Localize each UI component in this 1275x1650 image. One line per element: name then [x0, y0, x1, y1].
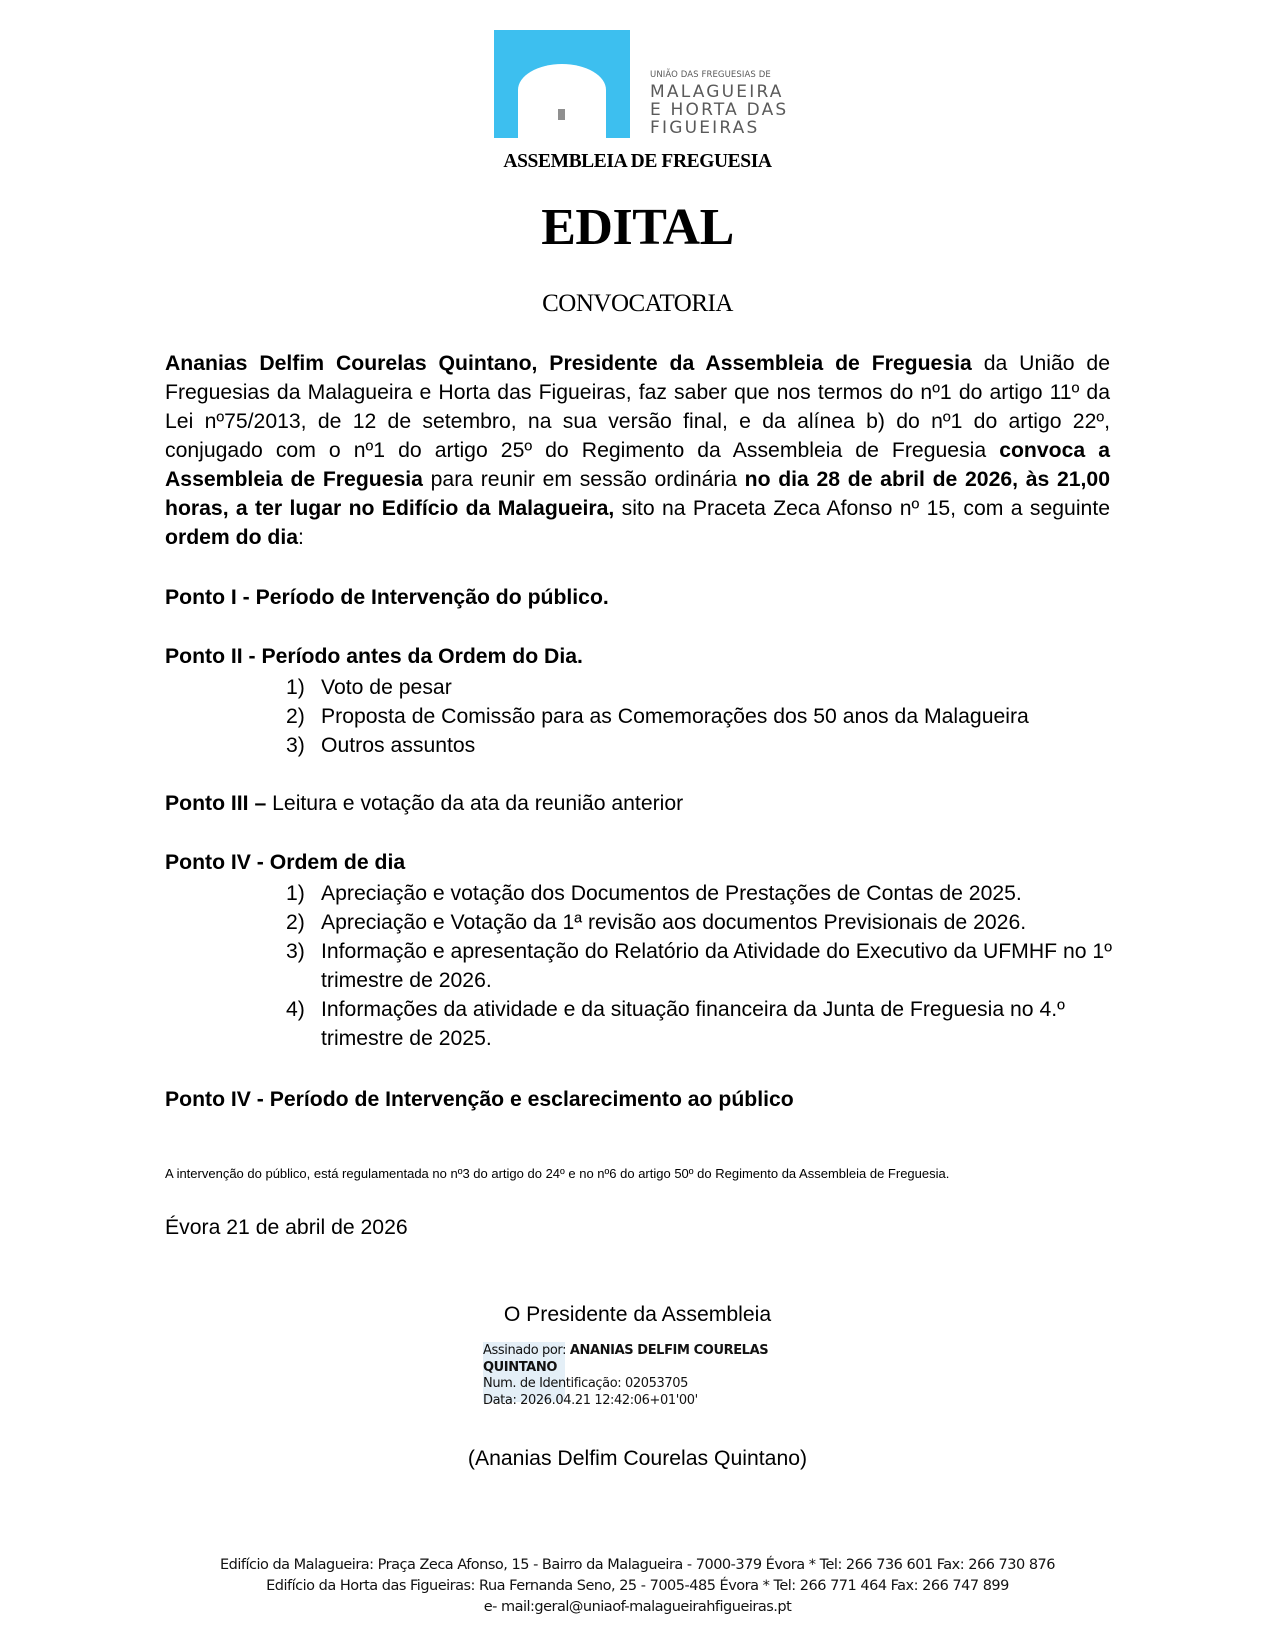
- list-item: [286, 908, 1116, 937]
- signature-signer-name-2: QUINTANO: [483, 1359, 557, 1375]
- logo-line-2: E HORTA DAS: [650, 99, 789, 120]
- organization-heading: ASSEMBLEIA DE FREGUESIA: [503, 151, 772, 172]
- place-date: Évora 21 de abril de 2026: [165, 1216, 408, 1239]
- agenda-ponto-1: Ponto I - Período de Intervenção do público.: [165, 586, 609, 609]
- intro-text-3: sito na Praceta Zeca Afonso nº 15, com a seguinte: [614, 497, 1110, 520]
- list-item-text: Informação e apresentação do Relatório da Atividade do Executivo da UFMHF no 1º trimestre de 2026.: [321, 940, 1112, 992]
- list-item: [286, 673, 1116, 702]
- logo-line-small: UNIÃO DAS FREGUESIAS DE: [650, 70, 771, 80]
- intro-bold-convoca: convoca a Assembleia de Freguesia: [165, 439, 1110, 491]
- logo-window-shape: [558, 109, 565, 120]
- list-item-number: 3): [286, 940, 305, 963]
- intro-bold-president: Ananias Delfim Courelas Quintano, Presidente da Assembleia de Freguesia: [165, 352, 972, 375]
- list-item-text: Informações da atividade e da situação financeira da Junta de Freguesia no 4.º trimestre de 2025.: [321, 998, 1065, 1050]
- document-subtitle: CONVOCATORIA: [542, 290, 733, 317]
- intro-text-4: :: [298, 526, 304, 549]
- signature-date-line: Data: 2026.04.21 12:42:06+01'00': [483, 1392, 698, 1408]
- list-item: [286, 702, 1116, 731]
- signature-role: O Presidente da Assembleia: [503, 1303, 772, 1326]
- list-item-number: 1): [286, 676, 305, 699]
- list-item: [286, 879, 1116, 908]
- list-item-number: 2): [286, 705, 305, 728]
- logo-wordmark: [650, 71, 788, 137]
- intro-bold-ordem: ordem do dia: [165, 526, 299, 549]
- document-title: EDITAL: [541, 199, 734, 256]
- list-item-number: 3): [286, 734, 305, 757]
- agenda-ponto-4: Ponto IV - Ordem de dia: [165, 851, 406, 874]
- intro-paragraph: [165, 349, 1110, 552]
- list-item: [286, 731, 1116, 760]
- footer-address-malagueira: Edifício da Malagueira: Praça Zeca Afonso, 15 - Bairro da Malagueira - 7000-379 Évora * Tel: 266 736 601 Fax: 266 730 876: [219, 1557, 1056, 1573]
- list-item: [286, 937, 1116, 995]
- list-item-number: 1): [286, 882, 305, 905]
- signer-printed-name: (Ananias Delfim Courelas Quintano): [467, 1447, 808, 1470]
- footer-email: e- mail:geral@uniaof-malagueirahfigueiras.pt: [483, 1599, 792, 1615]
- list-item-text: Apreciação e votação dos Documentos de Prestações de Contas de 2025.: [321, 882, 1022, 905]
- agenda-ponto-2: Ponto II - Período antes da Ordem do Dia.: [165, 645, 583, 668]
- digital-signature-block: [483, 1343, 768, 1409]
- logo-line-1: MALAGUEIRA: [650, 81, 784, 102]
- list-item-text: Apreciação e Votação da 1ª revisão aos documentos Previsionais de 2026.: [321, 911, 1027, 934]
- agenda-ponto-3-text: Leitura e votação da ata da reunião anterior: [266, 792, 684, 815]
- intro-text-2: para reunir em sessão ordinária: [422, 468, 745, 491]
- signature-id-line: Num. de Identificação: 02053705: [483, 1376, 688, 1391]
- list-item-number: 2): [286, 911, 305, 934]
- agenda-ponto-3: [165, 792, 683, 816]
- logo-arch-shape: [518, 64, 606, 138]
- list-item: [286, 995, 1116, 1053]
- agenda-ponto-4-list: [286, 879, 1116, 1053]
- list-item-number: 4): [286, 998, 305, 1021]
- signature-signed-by-label: Assinado por:: [483, 1343, 567, 1358]
- signature-signer-name-1: ANANIAS DELFIM COURELAS: [569, 1343, 769, 1358]
- list-item-text: Voto de pesar: [321, 676, 452, 699]
- list-item-text: Proposta de Comissão para as Comemorações dos 50 anos da Malagueira: [321, 705, 1029, 728]
- agenda-ponto-5: Ponto IV - Período de Intervenção e esclarecimento ao público: [165, 1088, 794, 1111]
- intro-text-1: da União de Freguesias da Malagueira e Horta das Figueiras, faz saber que nos termos do nº1 do artigo 11º da Lei nº75/2013, de 12 de setembro, na sua versão final, e da alínea b) do nº1 do artigo 22º, conjugado com o nº1 do artigo 25º do Regimento da Assembleia de Freguesia: [165, 352, 1110, 462]
- logo-icon: [494, 30, 630, 138]
- page-footer: [0, 1555, 1275, 1618]
- logo-line-3: FIGUEIRAS: [650, 117, 760, 138]
- intro-bold-date-place: no dia 28 de abril de 2026, às 21,00 horas, a ter lugar no Edifício da Malagueira,: [165, 468, 1110, 520]
- agenda-ponto-2-list: [286, 673, 1116, 760]
- signature-signed-by-line: [483, 1343, 768, 1360]
- agenda-ponto-3-label: Ponto III –: [165, 792, 267, 815]
- footer-address-horta: Edifício da Horta das Figueiras: Rua Fernanda Seno, 25 - 7005-485 Évora * Tel: 266 771 464 Fax: 266 747 899: [266, 1578, 1009, 1594]
- public-intervention-note: A intervenção do público, está regulamentada no nº3 do artigo do 24º e no nº6 do artigo 50º do Regimento da Assembleia de Freguesia.: [165, 1166, 950, 1181]
- list-item-text: Outros assuntos: [321, 734, 476, 757]
